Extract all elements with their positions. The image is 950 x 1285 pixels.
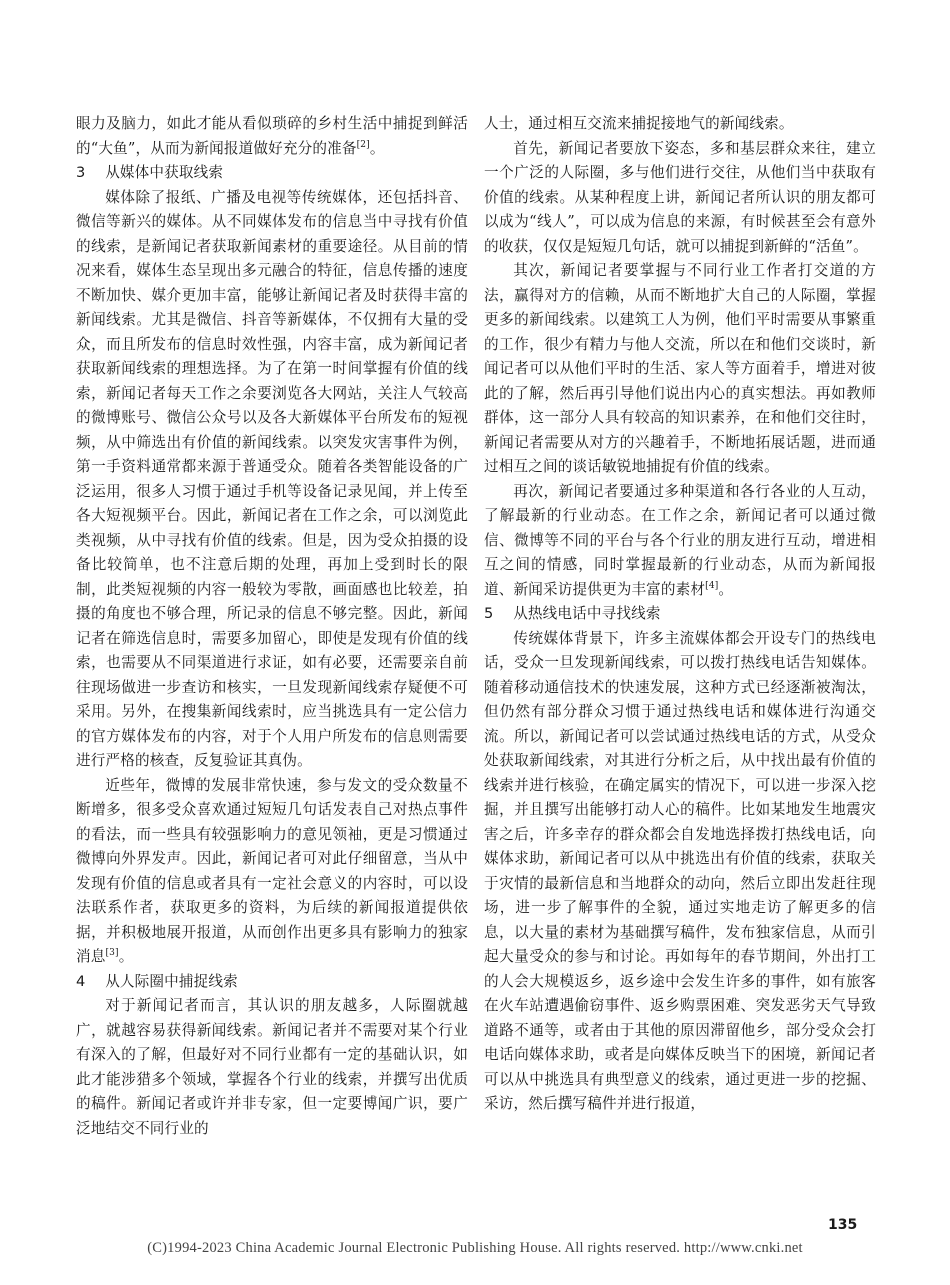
paragraph: 对于新闻记者而言，其认识的朋友越多，人际圈就越广，就越容易获得新闻线索。新闻记者并不需要对某个行业有深入的了解，但最好对不同行业都有一定的基础认识，如此才能涉猎多个领域，掌握各个行业的线索，并撰写出优质的稿件。新闻记者或许并非专家，但一定要博闻广识，要广泛地结交不同行业的 xyxy=(76,997,468,1137)
paragraph: 再次，新闻记者要通过多种渠道和各行各业的人互动，了解最新的行业动态。在工作之余，新闻记者可以通过微信、微博等不同的平台与各个行业的朋友进行互动，增进相互之间的情感，同时掌握最新的行业动态，从而为新闻报道、新闻采访提供更为丰富的素材[4]。 xyxy=(484,482,876,598)
section-heading-3: 3 从媒体中获取线索 xyxy=(76,164,224,181)
paragraph: 其次，新闻记者要掌握与不同行业工作者打交道的方法，赢得对方的信赖，从而不断地扩大自己的人际圈，掌握更多的新闻线索。以建筑工人为例，他们平时需要从事繁重的工作，很少有精力与他人交流，所以在和他们交谈时，新闻记者可以从他们平时的生活、家人等方面着手，增进对彼此的了解，然后再引导他们说出内心的真实想法。再如教师群体，这一部分人具有较高的知识素养，在和他们交往时，新闻记者需要从对方的兴趣着手，不断地拓展话题，进而通过相互之间的谈话敏锐地捕捉有价值的线索。 xyxy=(484,262,876,475)
paragraph: 首先，新闻记者要放下姿态，多和基层群众来往，建立一个广泛的人际圈，多与他们进行交往，从他们当中获取有价值的线索。从某种程度上讲，新闻记者所认识的朋友都可以成为“线人”，可以成为信息的来源，有时候甚至会有意外的收获，仅仅是短短几句话，就可以捕捉到新鲜的“活鱼”。 xyxy=(484,139,876,255)
paragraph: 媒体除了报纸、广播及电视等传统媒体，还包括抖音、微信等新兴的媒体。从不同媒体发布的信息当中寻找有价值的线索，是新闻记者获取新闻素材的重要途径。从目前的情况来看，媒体生态呈现出多元融合的特征，信息传播的速度不断加快、媒介更加丰富，能够让新闻记者及时获得丰富的新闻线索。尤其是微信、抖音等新媒体，不仅拥有大量的受众，而且所发布的信息时效性强，内容丰富，成为新闻记者获取新闻线索的理想选择。为了在第一时间掌握有价值的线索，新闻记者每天工作之余要浏览各大网站，关注人气较高的微博账号、微信公众号以及各大新媒体平台所发布的短视频，从中筛选出有价值的新闻线索。以突发灾害事件为例，第一手资料通常都来源于普通受众。随着各类智能设备的广泛运用，很多人习惯于通过手机等设备记录见闻，并上传至各大短视频平台。因此，新闻记者在工作之余，可以浏览此类视频，从中寻找有价值的线索。但是，因为受众拍摄的设备比较简单，也不注意后期的处理，再加上受到时长的限制，此类短视频的内容一般较为零散，画面感也比较差，拍摄的角度也不够合理，所记录的信息不够完整。因此，新闻记者在筛选信息时，需要多加留心，即使是发现有价值的线索，也需要从不同渠道进行求证，如有必要，还需要亲自前往现场做进一步查访和核实，一旦发现新闻线索存疑便不可采用。另外，在搜集新闻线索时，应当挑选具有一定公信力的官方媒体发布的内容，对于个人用户所发布的信息则需要进行严格的核查，反复验证其真伪。 xyxy=(76,188,468,769)
paragraph: 眼力及脑力，如此才能从看似琐碎的乡村生活中捕捉到鲜活的“大鱼”，从而为新闻报道做好充分的准备[2]。 xyxy=(76,115,468,157)
page-number: 135 xyxy=(828,1217,858,1233)
paragraph: 近些年，微博的发展非常快速，参与发文的受众数量不断增多，很多受众喜欢通过短短几句话发表自己对热点事件的看法，而一些具有较强影响力的意见领袖，更是习惯通过微博向外界发声。因此，新闻记者可对此仔细留意，当从中发现有价值的信息或者具有一定社会意义的内容时，可以设法联系作者，获取更多的资料，为后续的新闻报道提供依据，并积极地展开报道，从而创作出更多具有影响力的独家消息[3]。 xyxy=(76,776,468,965)
paragraph: 传统媒体背景下，许多主流媒体都会开设专门的热线电话，受众一旦发现新闻线索，可以拨打热线电话告知媒体。随着移动通信技术的快速发展，这种方式已经逐渐被淘汰，但仍然有部分群众习惯于通过热线电话和媒体进行沟通交流。所以，新闻记者可以尝试通过热线电话的方式，从受众处获取新闻线索，对其进行分析之后，从中找出最有价值的线索并进行核验，在确定属实的情况下，可以进一步深入挖掘，并且撰写出能够打动人心的稿件。比如某地发生地震灾害之后，许多幸存的群众都会自发地选择拨打热线电话，向媒体求助，新闻记者可以从中挑选出有价值的线索，获取关于灾情的最新信息和当地群众的动向，然后立即出发赶往现场，进一步了解事件的全貌，通过实地走访了解更多的信息，以大量的素材为基础撰写稿件，发布独家信息，从而引起大量受众的参与和讨论。再如每年的春节期间，外出打工的人会大规模返乡，返乡途中会发生许多的事件，如有旅客在火车站遭遇偷窃事件、返乡购票困难、突发恶劣天气导致道路不通等，或者由于其他的原因滞留他乡，部分受众会打电话向媒体求助，或者是向媒体反映当下的困境，新闻记者可以从中挑选具有典型意义的线索，通过更进一步的挖掘、采访，然后撰写稿件并进行报道， xyxy=(484,629,876,1112)
citation[interactable]: [3] xyxy=(105,948,119,959)
left-column xyxy=(76,112,468,1141)
copyright-footer: (C)1994-2023 China Academic Journal Electronic Publishing House. All rights reserved. http://www.cnki.net xyxy=(147,1240,803,1256)
right-column xyxy=(484,112,876,1117)
section-heading-4: 4 从人际圈中捕捉线索 xyxy=(76,972,238,990)
section-heading-5: 5 从热线电话中寻找线索 xyxy=(484,605,661,622)
paragraph: 人士，通过相互交流来捕捉接地气的新闻线索。 xyxy=(484,115,794,132)
citation[interactable]: [2] xyxy=(356,139,370,150)
citation[interactable]: [4] xyxy=(705,580,719,591)
